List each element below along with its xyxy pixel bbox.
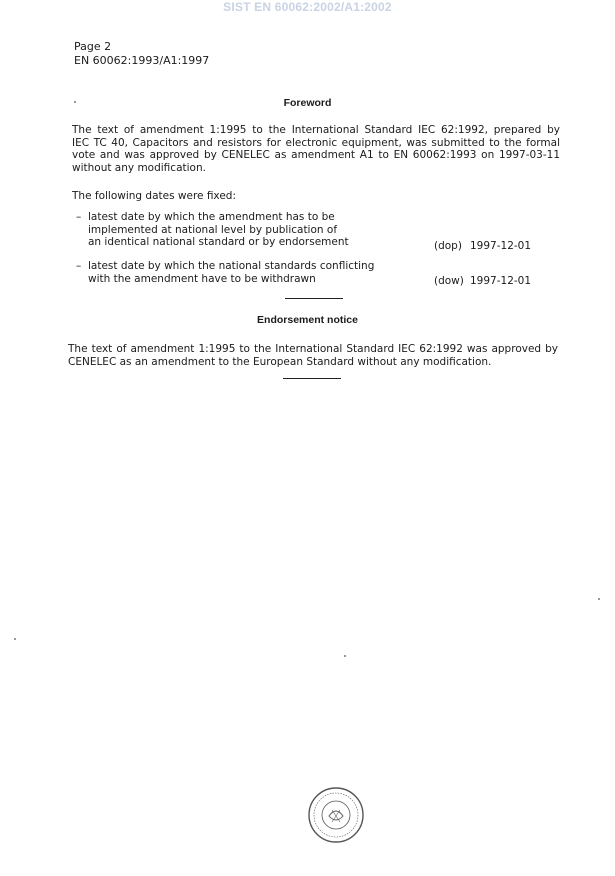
- date-item-line: with the amendment have to be withdrawn: [88, 272, 316, 285]
- watermark: SIST EN 60062:2002/A1:2002: [223, 0, 392, 14]
- date-value-dow: 1997-12-01: [470, 275, 532, 287]
- date-item-line: implemented at national level by publication of: [88, 223, 338, 236]
- page-header: [74, 40, 209, 68]
- date-code-dow: (dow): [434, 275, 464, 287]
- page-number: Page 2: [74, 40, 112, 53]
- list-dash: –: [76, 260, 82, 272]
- scan-speck: [14, 638, 16, 640]
- foreword-heading: Foreword: [283, 97, 332, 109]
- endorsement-line: CENELEC as an amendment to the European Standard without any modification.: [68, 355, 492, 368]
- endorsement-line: The text of amendment 1:1995 to the International Standard IEC 62:1992 was approved by: [68, 343, 558, 355]
- foreword-line: vote and was approved by CENELEC as amendment A1 to EN 60062:1993 on 1997-03-11: [72, 149, 560, 161]
- foreword-paragraph: [72, 124, 560, 174]
- section-divider: [285, 298, 343, 299]
- date-item-line: latest date by which the amendment has to be: [88, 211, 335, 223]
- date-item-line: latest date by which the national standards conflicting: [88, 260, 375, 272]
- scan-speck: [598, 598, 600, 600]
- date-item-line: an identical national standard or by endorsement: [88, 236, 349, 248]
- date-value-dop: 1997-12-01: [470, 240, 532, 252]
- list-dash: –: [76, 211, 82, 223]
- document-id: EN 60062:1993/A1:1997: [74, 54, 210, 67]
- foreword-line: IEC TC 40, Capacitors and resistors for electronic equipment, was submitted to the formal: [72, 136, 560, 149]
- endorsement-paragraph: [68, 343, 558, 368]
- foreword-line: The text of amendment 1:1995 to the International Standard IEC 62:1992, prepared by: [72, 124, 560, 136]
- dates-intro: The following dates were fixed:: [72, 190, 236, 202]
- seal-stamp-icon: [307, 786, 365, 844]
- scan-speck: [344, 655, 346, 657]
- date-code-dop: (dop): [434, 240, 462, 252]
- scan-speck: [74, 101, 76, 103]
- endorsement-heading: Endorsement notice: [257, 314, 358, 326]
- end-divider: [283, 378, 341, 379]
- foreword-line: without any modification.: [72, 161, 206, 174]
